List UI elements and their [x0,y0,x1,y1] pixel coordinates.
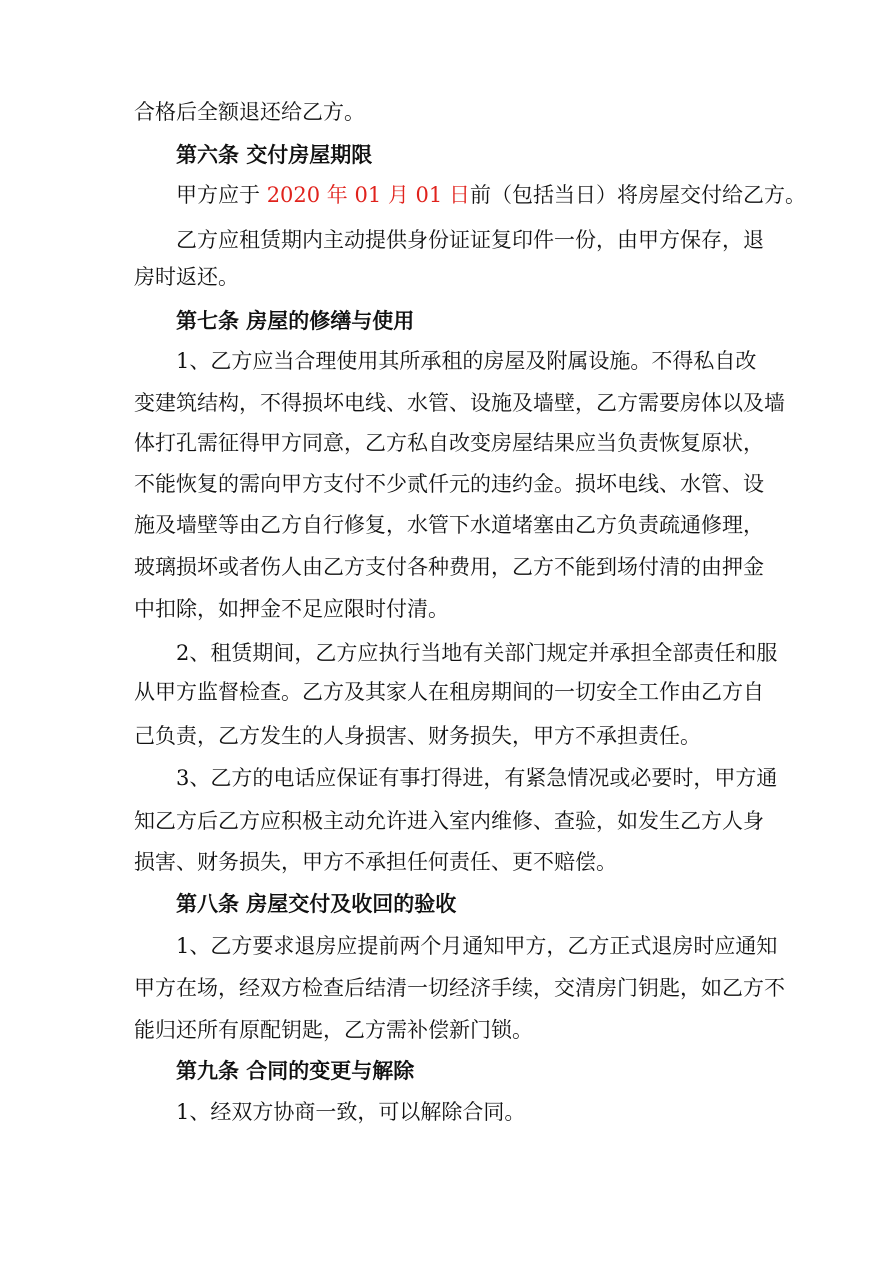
paragraph-line [176,180,895,210]
paragraph-line: 乙方应租赁期内主动提供身份证证复印件一份，由甲方保存，退 [176,228,764,252]
section-heading-article-7: 第七条 房屋的修缮与使用 [176,309,415,333]
paragraph-line: 己负责，乙方发生的人身损害、财务损失，甲方不承担责任。 [134,724,701,748]
paragraph-line: 玻璃损坏或者伤人由乙方支付各种费用，乙方不能到场付清的由押金 [134,555,764,579]
paragraph-line: 从甲方监督检查。乙方及其家人在租房期间的一切安全工作由乙方自 [134,680,764,704]
text-segment: 前（包括当日）将房屋交付给乙方。 [469,183,806,207]
paragraph-line: 房时返还。 [134,265,239,289]
paragraph-line: 知乙方后乙方应积极主动允许进入室内维修、查验，如发生乙方人身 [134,809,764,833]
paragraph-line: 1、乙方应当合理使用其所承租的房屋及附属设施。不得私自改 [176,349,757,373]
paragraph-line: 1、乙方要求退房应提前两个月通知甲方，乙方正式退房时应通知 [176,934,778,958]
paragraph-line: 体打孔需征得甲方同意，乙方私自改变房屋结果应当负责恢复原状， [134,431,764,455]
section-heading-article-8: 第八条 房屋交付及收回的验收 [176,892,457,916]
paragraph-line: 不能恢复的需向甲方支付不少贰仟元的违约金。损坏电线、水管、设 [134,472,764,496]
paragraph-line: 2、租赁期间，乙方应执行当地有关部门规定并承担全部责任和服 [176,641,778,665]
delivery-date: 2020 年 01 月 01 日 [266,183,470,207]
paragraph-line: 能归还所有原配钥匙，乙方需补偿新门锁。 [134,1018,533,1042]
section-heading-article-9: 第九条 合同的变更与解除 [176,1059,415,1083]
paragraph-line: 1、经双方协商一致，可以解除合同。 [176,1100,526,1124]
paragraph-line: 施及墙壁等由乙方自行修复，水管下水道堵塞由乙方负责疏通修理， [134,513,764,537]
paragraph-line: 中扣除，如押金不足应限时付清。 [134,597,449,621]
paragraph-line: 损害、财务损失，甲方不承担任何责任、更不赔偿。 [134,850,617,874]
section-heading-article-6: 第六条 交付房屋期限 [176,143,373,167]
paragraph-line: 甲方在场，经双方检查后结清一切经济手续，交清房门钥匙，如乙方不 [134,976,785,1000]
paragraph-line: 合格后全额退还给乙方。 [134,100,365,124]
text-segment: 甲方应于 [176,183,267,207]
paragraph-line: 变建筑结构，不得损坏电线、水管、设施及墙壁，乙方需要房体以及墙 [134,391,785,415]
paragraph-line: 3、乙方的电话应保证有事打得进，有紧急情况或必要时，甲方通 [176,766,778,790]
